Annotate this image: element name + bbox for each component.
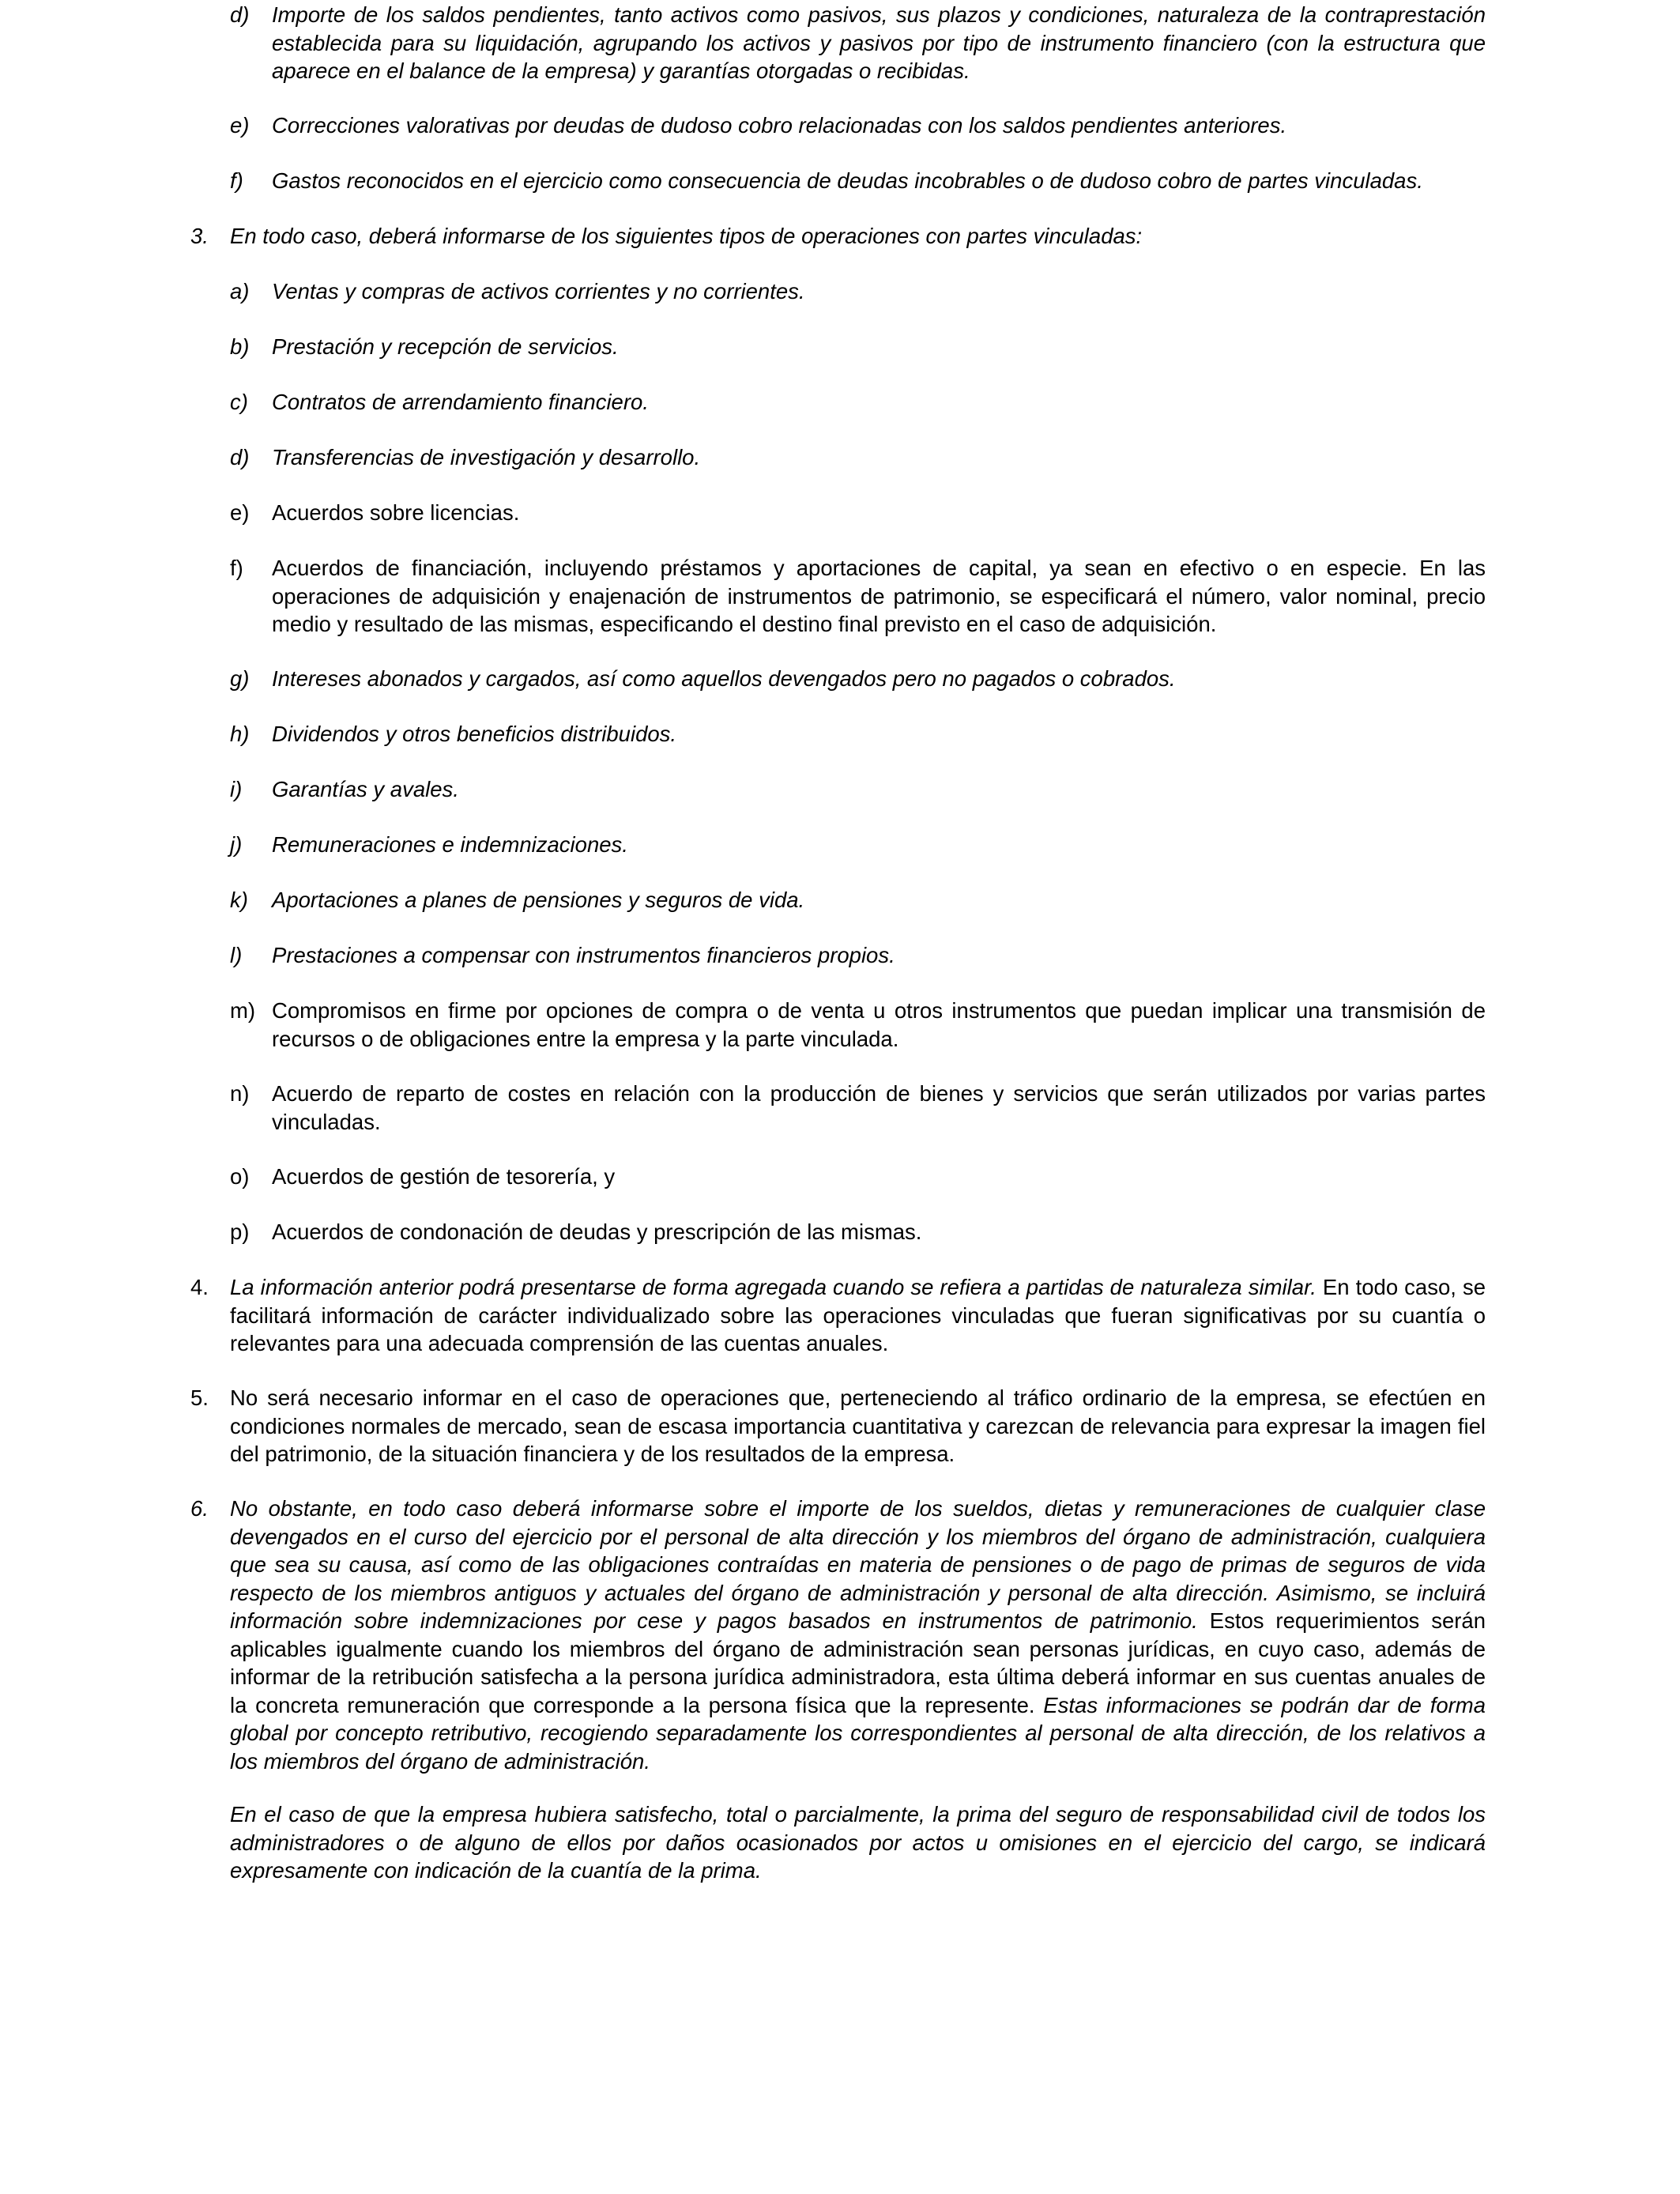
item-label-d-2: d) <box>230 445 250 469</box>
item-text-j: Remuneraciones e indemnizaciones. <box>272 832 628 857</box>
item-label-o: o) <box>230 1164 250 1189</box>
item-label-c: c) <box>230 390 248 414</box>
item-text-h: Dividendos y otros beneficios distribuidos. <box>272 722 677 746</box>
item-label-p: p) <box>230 1220 250 1244</box>
section-4-text <box>230 1273 1486 1358</box>
item-text-e-licencias: Acuerdos sobre licencias. <box>272 500 520 525</box>
item-label-n: n) <box>230 1081 250 1106</box>
item-label-a: a) <box>230 279 250 303</box>
section-6-italic-text-1: No obstante, en todo caso deberá informarse sobre el importe de los sueldos, dietas y remuneraciones de cualquier clase devengados en el curso del ejercicio por el personal de alta dirección y los miembros del órgano de administración, cualquiera que sea su causa, así como de las obligaciones contraídas en materia de pensiones o de pago de primas de seguros de vida respecto de los miembros antiguos y actuales del órgano de administración y personal de alta dirección. Asimismo, se incluirá información sobre indemnizaciones por cese y pagos basados en instrumentos de patrimonio. <box>230 1496 1486 1633</box>
item-label-f-2: f) <box>230 556 243 580</box>
section-5-text: No será necesario informar en el caso de operaciones que, perteneciendo al tráfico ordinario de la empresa, se efectúen en condiciones normales de mercado, sean de escasa importancia cuantitativa y carezcan de relevancia para expresar la imagen fiel del patrimonio, de la situación financiera y de los resultados de la empresa. <box>230 1385 1486 1466</box>
section-4-italic-text: La información anterior podrá presentarse de forma agregada cuando se refiera a partidas de naturaleza similar. <box>230 1275 1317 1299</box>
item-label-m: m) <box>230 998 256 1023</box>
section-number-5: 5. <box>190 1385 209 1410</box>
item-text-f-financiacion: Acuerdos de financiación, incluyendo préstamos y aportaciones de capital, ya sean en efectivo o en especie. En las operaciones de adquisición y enajenación de instrumentos de patrimonio, se especificará el número, valor nominal, precio medio y resultado de las mismas, especificando el destino final previsto en el caso de adquisición. <box>272 556 1486 636</box>
item-text-o: Acuerdos de gestión de tesorería, y <box>272 1164 616 1189</box>
section-6-text <box>230 1495 1486 1775</box>
item-text-p: Acuerdos de condonación de deudas y prescripción de las mismas. <box>272 1220 922 1244</box>
section-4-regular-text: En todo caso, se facilitará información de carácter individualizado sobre las operaciones vinculadas que fueran significativas por su cuantía o relevantes para una adecuada comprensión de las cuentas anuales. <box>230 1275 1486 1355</box>
section-3-text: En todo caso, deberá informarse de los siguientes tipos de operaciones con partes vinculadas: <box>230 224 1143 248</box>
item-label-e: e) <box>230 113 250 138</box>
item-label-l: l) <box>230 943 243 967</box>
item-text-n: Acuerdo de reparto de costes en relación con la producción de bienes y servicios que serán utilizados por varias partes vinculadas. <box>272 1081 1486 1134</box>
section-number-6: 6. <box>190 1496 209 1521</box>
item-label-h: h) <box>230 722 250 746</box>
item-text-g: Intereses abonados y cargados, así como aquellos devengados pero no pagados o cobrados. <box>272 666 1176 691</box>
item-label-g: g) <box>230 666 250 691</box>
item-label-i: i) <box>230 777 243 801</box>
item-text-d-importe-saldos: Importe de los saldos pendientes, tanto activos como pasivos, sus plazos y condiciones, naturaleza de la contraprestación establecida para su liquidación, agrupando los activos y pasivos por tipo de instrumento financiero (con la estructura que aparece en el balance de la empresa) y garantías otorgadas o recibidas. <box>272 2 1486 83</box>
section-6-italic-text-2: Estas informaciones se podrán dar de forma global por concepto retributivo, recogiendo separadamente los correspondientes al personal de alta dirección, de los relativos a los miembros del órgano de administración. <box>230 1692 1486 1774</box>
item-text-e-correcciones: Correcciones valorativas por deudas de dudoso cobro relacionadas con los saldos pendientes anteriores. <box>272 113 1287 138</box>
item-text-a: Ventas y compras de activos corrientes y no corrientes. <box>272 279 805 303</box>
item-text-m: Compromisos en firme por opciones de compra o de venta u otros instrumentos que puedan implicar una transmisión de recursos o de obligaciones entre la empresa y la parte vinculada. <box>272 998 1486 1051</box>
item-label-j: j) <box>230 832 243 857</box>
item-text-c: Contratos de arrendamiento financiero. <box>272 390 649 414</box>
item-text-f-gastos: Gastos reconocidos en el ejercicio como consecuencia de deudas incobrables o de dudoso cobro de partes vinculadas. <box>272 168 1423 193</box>
item-text-b: Prestación y recepción de servicios. <box>272 334 619 359</box>
item-label-e-2: e) <box>230 500 250 525</box>
item-label-b: b) <box>230 334 250 359</box>
item-label-f: f) <box>230 168 243 193</box>
section-6-second-paragraph: En el caso de que la empresa hubiera satisfecho, total o parcialmente, la prima del seguro de responsabilidad civil de todos los administradores o de alguno de ellos por daños ocasionados por actos u omisiones en el ejercicio del cargo, se indicará expresamente con indicación de la cuantía de la prima. <box>230 1802 1486 1883</box>
section-6-regular-text: Estos requerimientos serán aplicables igualmente cuando los miembros del órgano de administración sean personas jurídicas, en cuyo caso, además de informar de la retribución satisfecha a la persona jurídica administradora, esta última deberá informar en sus cuentas anuales de la concreta remuneración que corresponde a la persona física que la represente. <box>230 1608 1486 1717</box>
item-text-d-transferencias: Transferencias de investigación y desarrollo. <box>272 445 701 469</box>
item-label-d: d) <box>230 2 250 27</box>
section-number-3: 3. <box>190 224 209 248</box>
item-label-k: k) <box>230 888 248 912</box>
item-text-k: Aportaciones a planes de pensiones y seguros de vida. <box>272 888 805 912</box>
item-text-l: Prestaciones a compensar con instrumentos financieros propios. <box>272 943 895 967</box>
item-text-i: Garantías y avales. <box>272 777 459 801</box>
section-number-4: 4. <box>190 1275 209 1299</box>
